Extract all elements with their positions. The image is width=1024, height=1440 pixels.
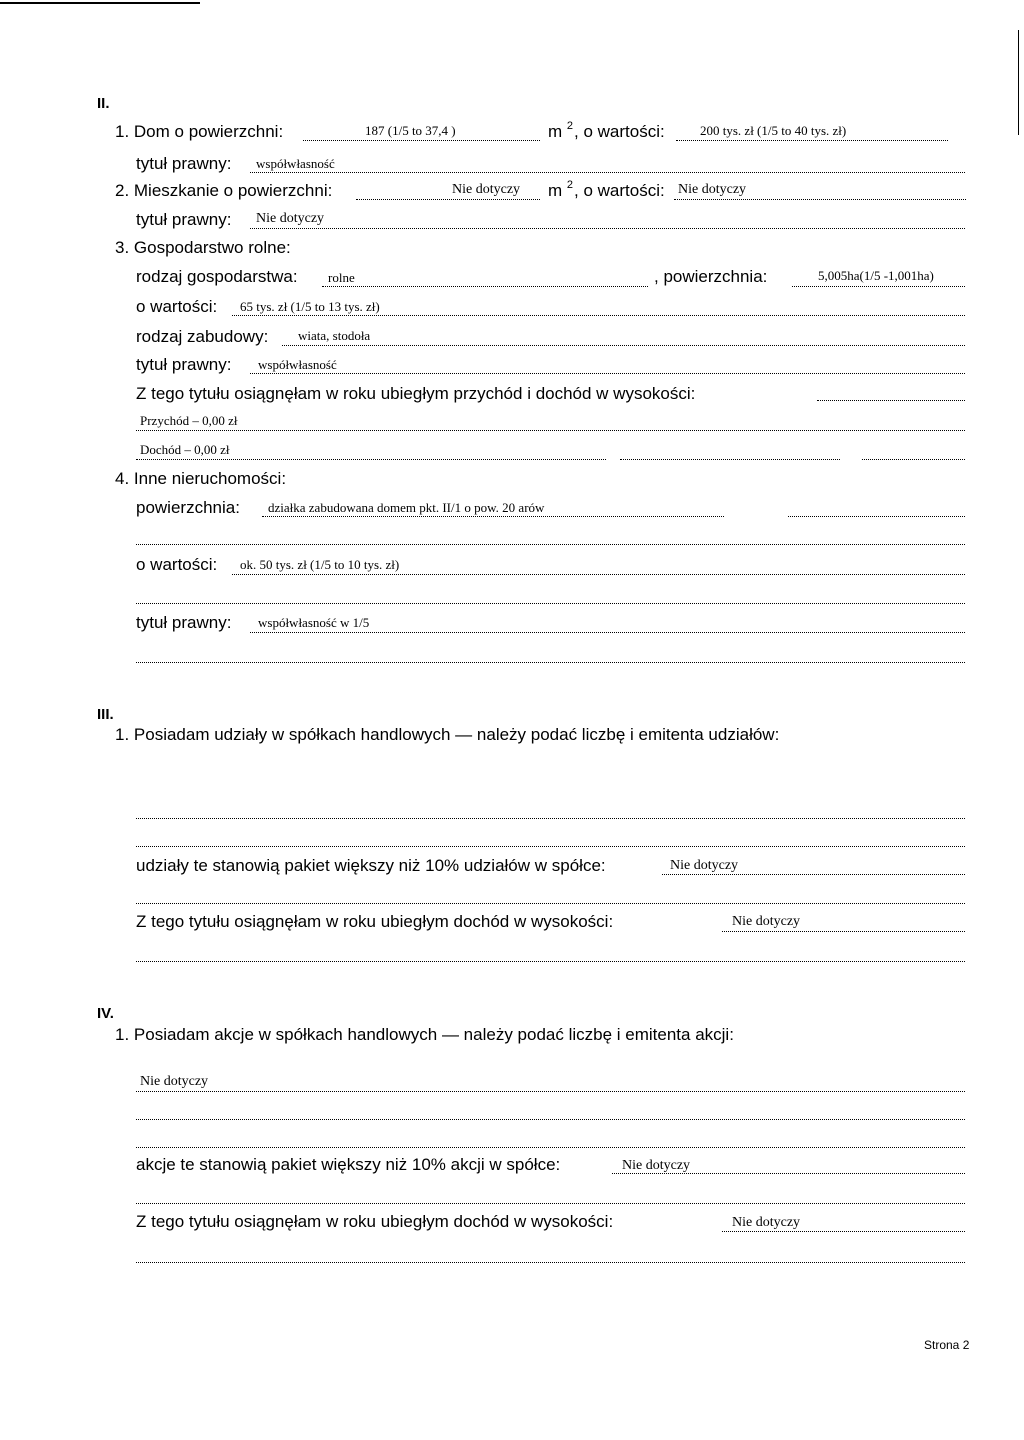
right-edge-mark [1018,30,1019,135]
top-edge-rule [0,2,200,4]
other-area-line-b [788,516,965,517]
farm-income-line [817,400,965,401]
stock-income-label: Z tego tytułu osiągnęłam w roku ubiegłym dochód w wysokości: [136,1212,614,1231]
farm-area-label: , powierzchnia: [654,267,768,286]
stock-stake-value: Nie dotyczy [622,1158,691,1173]
farm-buildings-value: wiata, stodoła [298,328,371,343]
farm-income-value: Dochód – 0,00 zł [140,442,230,457]
shares-stake-line [662,874,965,875]
flat-title-line [250,228,965,229]
house-value-label: , o wartości: [574,122,665,141]
stock-companies-line-1 [136,1091,965,1092]
shares-income-line-2 [136,961,965,962]
flat-title-value: Nie dotyczy [256,211,325,226]
shares-companies-line-2 [136,846,965,847]
other-title-line-2 [136,662,965,663]
flat-value-label: , o wartości: [574,181,665,200]
page-number: Strona 2 [924,1338,970,1352]
shares-companies-label: 1. Posiadam udziały w spółkach handlowych — należy podać liczbę i emitenta udziałów: [115,725,780,744]
farm-title-value: współwłasność [258,357,337,372]
stock-income-line-2 [136,1262,965,1263]
other-value-label: o wartości: [136,555,218,574]
shares-income-value: Nie dotyczy [732,914,801,929]
farm-value-line [232,315,965,316]
stock-income-line [722,1231,965,1232]
farm-buildings-label: rodzaj zabudowy: [136,327,269,346]
shares-income-line [722,931,965,932]
stock-companies-value: Nie dotyczy [140,1074,209,1089]
other-area-value: działka zabudowana domem pkt. II/1 o pow. 20 arów [268,500,545,515]
stock-stake-line-2 [136,1203,965,1204]
farm-revenue-line [136,430,965,431]
other-value-line-2 [136,603,965,604]
house-area-line [303,140,540,141]
farm-value: 65 tys. zł (1/5 to 13 tys. zł) [240,299,380,314]
flat-area-value: Nie dotyczy [452,182,521,197]
shares-stake-value: Nie dotyczy [670,858,739,873]
stock-companies-label: 1. Posiadam akcje w spółkach handlowych — należy podać liczbę i emitenta akcji: [115,1025,734,1044]
farm-value-label: o wartości: [136,297,218,316]
flat-value-line [674,199,966,200]
shares-stake-label: udziały te stanowią pakiet większy niż 10% udziałów w spółce: [136,856,606,875]
house-area-label: 1. Dom o powierzchni: [115,122,284,141]
flat-value: Nie dotyczy [678,182,747,197]
house-value-line [676,140,948,141]
farm-revenue-value: Przychód – 0,00 zł [140,413,238,428]
flat-area-line [356,199,540,200]
farm-income-line-2b [620,459,840,460]
stock-companies-line-3 [136,1147,965,1148]
farm-type-label: rodzaj gospodarstwa: [136,267,298,286]
flat-area-label: 2. Mieszkanie o powierzchni: [115,181,333,200]
shares-companies-line-1 [136,818,965,819]
other-property-heading: 4. Inne nieruchomości: [115,469,287,488]
shares-income-label: Z tego tytułu osiągnęłam w roku ubiegłym dochód w wysokości: [136,912,614,931]
stock-stake-label: akcje te stanowią pakiet większy niż 10% akcji w spółce: [136,1155,561,1174]
other-value-line [232,574,965,575]
farm-title-line [250,373,965,374]
other-title-label: tytuł prawny: [136,613,232,632]
farm-heading: 3. Gospodarstwo rolne: [115,238,291,257]
section-heading-ii: II. [97,95,110,112]
farm-income-label: Z tego tytułu osiągnęłam w roku ubiegłym przychód i dochód w wysokości: [136,384,696,403]
house-title-value: współwłasność [256,156,335,171]
farm-title-label: tytuł prawny: [136,355,232,374]
other-area-line-a [262,516,724,517]
farm-income-line-2a [136,459,606,460]
house-title-line [250,172,965,173]
stock-companies-line-2 [136,1119,965,1120]
section-heading-iii: III. [97,706,114,723]
other-area-line-2 [136,544,965,545]
farm-area-value: 5,005ha(1/5 -1,001ha) [818,268,934,283]
flat-area-unit: m $^2$ [548,179,574,200]
other-area-label: powierzchnia: [136,498,240,517]
house-title-label: tytuł prawny: [136,154,232,173]
farm-type-line [322,286,648,287]
section-heading-iv: IV. [97,1005,114,1022]
house-area-unit: m $^2$ [548,120,574,141]
house-value: 200 tys. zł (1/5 to 40 tys. zł) [700,123,847,138]
farm-area-line [792,286,965,287]
other-value: ok. 50 tys. zł (1/5 to 10 tys. zł) [240,557,400,572]
stock-income-value: Nie dotyczy [732,1215,801,1230]
shares-stake-line-2 [136,903,965,904]
other-title-line [250,632,965,633]
farm-type-value: rolne [328,270,355,285]
flat-title-label: tytuł prawny: [136,210,232,229]
farm-income-line-2c [862,459,965,460]
farm-buildings-line [282,345,965,346]
other-title-value: współwłasność w 1/5 [258,615,370,630]
house-area-value: 187 (1/5 to 37,4 ) [365,123,456,138]
